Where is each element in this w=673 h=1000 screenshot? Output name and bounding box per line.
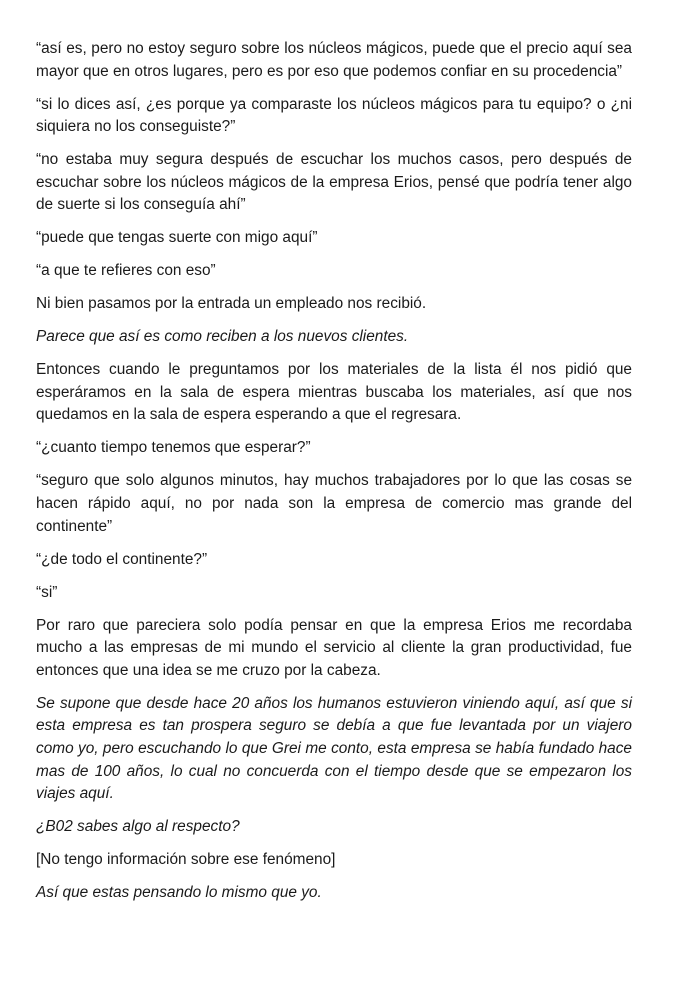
thought-paragraph: Se supone que desde hace 20 años los humanos estuvieron viniendo aquí, así que si esta empresa es tan prospera seguro se debía a que fue levantada por un viajero como yo, pero escuchando lo que Grei me conto, esta empresa se había fundado hace mas de 100 años, lo cual no concuerda con el tiempo desde que se empezaron los viajes aquí. [36, 694, 632, 803]
dialogue-paragraph: “si lo dices así, ¿es porque ya comparaste los núcleos mágicos para tu equipo? o ¿ni siquiera no los conseguiste?” [36, 95, 632, 136]
dialogue-paragraph: “puede que tengas suerte con migo aquí” [36, 229, 318, 247]
dialogue-paragraph: “a que te refieres con eso” [36, 262, 216, 280]
dialogue-paragraph: “¿de todo el continente?” [36, 550, 208, 568]
thought-paragraph: ¿B02 sabes algo al respecto? [36, 818, 240, 836]
narration-paragraph: Ni bien pasamos por la entrada un empleado nos recibió. [36, 295, 427, 313]
narration-paragraph: Por raro que pareciera solo podía pensar en que la empresa Erios me recordaba mucho a las empresas de mi mundo el servicio al cliente la gran productividad, fue entonces que una idea se me cruzo por la cabeza. [36, 616, 632, 679]
dialogue-paragraph: “si” [36, 583, 58, 601]
dialogue-paragraph: “¿cuanto tiempo tenemos que esperar?” [36, 439, 311, 457]
dialogue-paragraph: “no estaba muy segura después de escuchar los muchos casos, pero después de escuchar sobre los núcleos mágicos de la empresa Erios, pensé que podría tener algo de suerte si los conseguía ahí” [36, 151, 632, 214]
document-page [36, 38, 632, 915]
narration-paragraph: Entonces cuando le preguntamos por los materiales de la lista él nos pidió que esperáramos en la sala de espera mientras buscaba los materiales, así que nos quedamos en la sala de espera esperando a que el regresara. [36, 361, 632, 424]
dialogue-paragraph: “seguro que solo algunos minutos, hay muchos trabajadores por lo que las cosas se hacen rápido aquí, no por nada son la empresa de comercio mas grande del continente” [36, 472, 632, 535]
thought-paragraph: Así que estas pensando lo mismo que yo. [36, 884, 322, 902]
dialogue-paragraph: “así es, pero no estoy seguro sobre los núcleos mágicos, puede que el precio aquí sea mayor que en otros lugares, pero es por eso que podemos confiar en su procedencia” [36, 40, 632, 80]
system-message-paragraph: [No tengo información sobre ese fenómeno] [36, 851, 336, 869]
thought-paragraph: Parece que así es como reciben a los nuevos clientes. [36, 328, 409, 346]
